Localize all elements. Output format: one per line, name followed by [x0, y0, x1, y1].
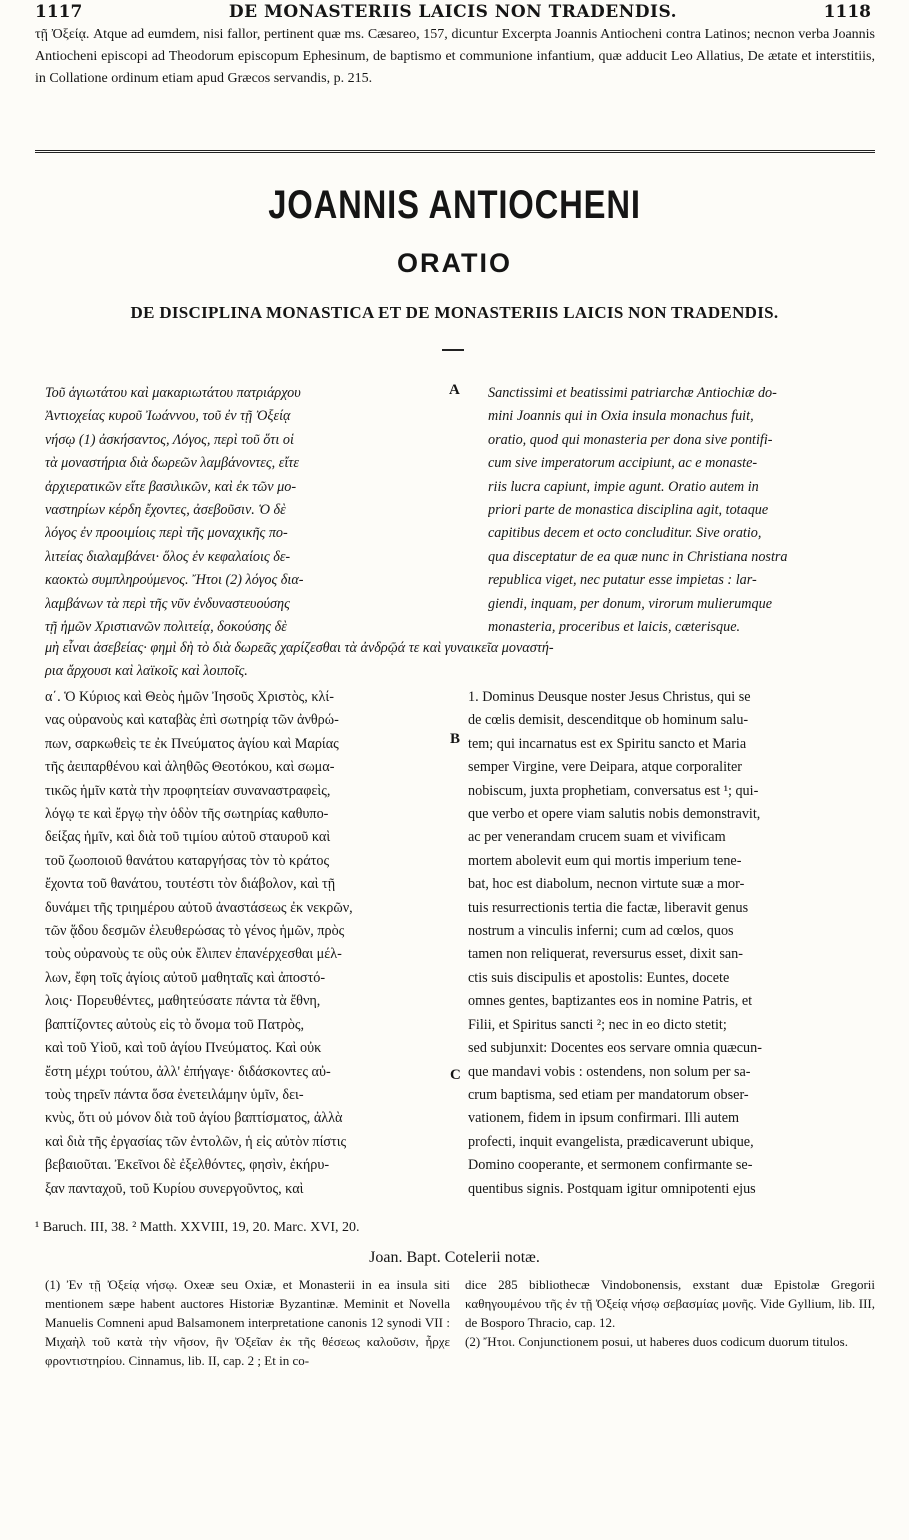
work-title: ORATIO	[397, 248, 512, 278]
note-text: (1) Ἐν τῇ Ὀξείᾳ νήσῳ. Oxeæ seu Oxiæ, et Monasterii in ea insula siti mentionem sæpe habent auctores Historiæ Byzantinæ. Meminit et Novella Manuelis Comneni apud Balsamonem interpretatione canonis 12 synodi VII : Μιχαὴλ τοῦ κατὰ τὴν νῆσον, ἣν Ὀξεῖαν ἐκ τῆς θέσεως καλοῦσιν, ἦρχε φροντιστηρίου. Cinnamus, lib. II, cap. 2 ; Et in co-	[45, 1277, 450, 1368]
latin-title-line: mini Joannis qui in Oxia insula monachus fuit,	[488, 408, 754, 425]
greek-title-line: Τοῦ ἁγιωτάτου καὶ μακαριωτάτου πατριάρχου	[45, 385, 301, 401]
greek-title-line: νήσῳ (1) ἀσκήσαντος, Λόγος, περὶ τοῦ ὅτι οἱ	[45, 431, 294, 448]
latin-text-line: ac per venerandam crucem suam et vivificam	[468, 829, 726, 846]
latin-title-line: capitibus decem et octo concluditur. Sive oratio,	[488, 525, 762, 542]
greek-text-line: δυνάμει τῆς τριημέρου αὐτοῦ ἀναστάσεως ἐκ νεκρῶν,	[45, 899, 353, 916]
latin-text-line: que verbo et opere viam salutis nobis demonstravit,	[468, 806, 761, 823]
greek-title-last-line: ρια ἄρχουσι καὶ λαϊκοῖς καὶ λοιποῖς.	[45, 663, 248, 679]
greek-title-line: τὰ μοναστήρια διὰ δωρεῶν λαμβάνοντες, εἴτε	[45, 455, 299, 472]
greek-text-line: ξαν πανταχοῦ, τοῦ Κυρίου συνεργοῦντος, καὶ	[45, 1180, 304, 1197]
note-text: dice 285 bibliothecæ Vindobonensis, exstant duæ Epistolæ Gregorii καθηγουμένου τῆς ἐν τῇ Ὀξείᾳ νήσῳ σεβασμίας μονῆς. Vide Gyllium, lib. III, de Bosporo Thracio, cap. 12.	[465, 1277, 875, 1330]
greek-text-line: λοις· Πορευθέντες, μαθητεύσατε πάντα τὰ ἔθνη,	[45, 993, 321, 1010]
latin-text-line: tem; qui incarnatus est ex Spiritu sancto et Maria	[468, 735, 747, 752]
greek-title-line: τῇ ἡμῶν Χριστιανῶν πολιτείᾳ, δοκούσης δὲ	[45, 619, 287, 636]
section-rule	[35, 150, 875, 155]
greek-text-line: βαπτίζοντες αὐτοὺς εἰς τὸ ὄνομα τοῦ Πατρὸς,	[45, 1016, 305, 1033]
greek-title-line: Ἀντιοχείας κυροῦ Ἰωάννου, τοῦ ἐν τῇ Ὀξείᾳ	[45, 408, 291, 425]
greek-text-line: πων, σαρκωθεὶς τε ἐκ Πνεύματος ἁγίου καὶ Μαρίας	[45, 735, 339, 752]
greek-text-line: καὶ διὰ τῆς ἐργασίας τῶν ἐντολῶν, ἡ εἰς αὐτὸν πίστις	[45, 1133, 347, 1150]
latin-title-line: cum sive imperatorum accipiunt, ac e monaste-	[488, 455, 758, 472]
latin-text-line: que mandavi vobis : ostendens, non solum per sa-	[468, 1063, 751, 1080]
latin-text-line: tuis resurrectionis tertia die factæ, liberavit genus	[468, 899, 749, 916]
greek-text-line: τοὺς οὐρανοὺς τε οὓς οὐκ ἔλιπεν ἐπανέρχεσθαι μέλ-	[45, 946, 342, 963]
latin-text-line: semper Virgine, vere Deipara, atque corporaliter	[468, 759, 742, 776]
latin-title-line: republica viget, nec putatur esse impietas : lar-	[488, 572, 757, 589]
column-marker-c: C	[450, 1067, 461, 1083]
latin-text-line: omnes gentes, baptizantes eos in nomine Patris, et	[468, 993, 753, 1010]
greek-text-line: δείξας ἡμῖν, καὶ διὰ τοῦ τιμίου αὐτοῦ σταυροῦ καὶ	[45, 829, 331, 846]
greek-title-line: λιτείας διαλαμβάνει· ὅλος ἐν κεφαλαίοις δε-	[45, 548, 291, 565]
greek-text-line: α΄. Ὁ Κύριος καὶ Θεὸς ἡμῶν Ἰησοῦς Χριστὸς, κλί-	[45, 689, 334, 705]
footnote-references: ¹ Baruch. III, 38. ² Matth. XXVIII, 19, 20. Marc. XVI, 20.	[35, 1220, 360, 1235]
latin-text-line: de cœlis demisit, descenditque ob hominum salu-	[468, 712, 749, 729]
author-title: JOANNIS ANTIOCHENI	[268, 183, 641, 227]
greek-text-line: ἔστη μέχρι τούτου, ἀλλ' ἐπήγαγε· διδάσκοντες αὐ-	[45, 1063, 331, 1080]
greek-title-line: ναστηρίων κέρδη ἔχοντες, ἀσεβοῦσιν. Ὁ δὲ	[45, 502, 286, 519]
latin-text-line: sed subjunxit: Docentes eos servare omnia quæcun-	[468, 1040, 762, 1057]
greek-text-line: κνὺς, ὅτι οὐ μόνον διὰ τοῦ ἁγίου βαπτίσματος, ἀλλὰ	[45, 1110, 343, 1127]
latin-text-line: nostrum a vinculis inferni; cum ad cœlos, quos	[468, 923, 734, 940]
notes-title: Joan. Bapt. Cotelerii notæ.	[369, 1249, 540, 1266]
greek-text-line: λων, ἔφη τοῖς ἁγίοις αὐτοῦ μαθηταῖς καὶ ἀποστό-	[45, 969, 326, 986]
greek-text-line: νας οὐρανοὺς καὶ καταβὰς ἐπὶ σωτηρίᾳ τῶν ἀνθρώ-	[45, 712, 339, 729]
latin-title-line: qua disceptatur de ea quæ nunc in Christiana nostra	[488, 548, 788, 565]
note-text: (2) Ἤτοι. Conjunctionem posui, ut haberes duos codicum duorum titulos.	[465, 1334, 848, 1349]
latin-text-line: nobiscum, juxta prophetiam, conversatus est ¹; qui-	[468, 782, 759, 799]
notes-left-column	[45, 1275, 450, 1370]
greek-title-line: λόγος ἐν προοιμίοις περὶ τῆς μοναχικῆς πο-	[45, 525, 288, 542]
greek-text-line: τοῦ ζωοποιοῦ θανάτου καταργήσας τὸν τὸ κράτος	[45, 852, 330, 869]
greek-text-line: ἔχοντα τοῦ θανάτου, τουτέστι τὸν διάβολον, καὶ τῇ	[45, 876, 336, 893]
greek-text-line: καὶ τοῦ Υἱοῦ, καὶ τοῦ ἁγίου Πνεύματος. Καὶ οὐκ	[45, 1040, 322, 1057]
latin-text-line: 1. Dominus Deusque noster Jesus Christus, qui se	[468, 689, 751, 705]
latin-text-line: crum baptisma, sed etiam per mandatorum obser-	[468, 1086, 749, 1103]
intro-paragraph	[35, 24, 875, 90]
running-title: DE MONASTERIIS LAICIS NON TRADENDIS.	[228, 2, 678, 22]
greek-text-line: λόγῳ τε καὶ ἔργῳ τὴν ὁδὸν τῆς σωτηρίας καθυπο-	[45, 806, 329, 823]
column-marker-a: A	[449, 382, 460, 398]
title-dash	[442, 349, 464, 351]
column-marker-b: B	[450, 731, 461, 747]
greek-text-line: τῶν ᾅδου δεσμῶν ἐλευθερώσας τὸ γένος ἡμῶν, πρὸς	[45, 923, 345, 940]
latin-text-line: tamen non reliquerat, reversurus esset, dixit san-	[468, 946, 743, 963]
latin-text-line: Domino cooperante, et sermonem confirmante se-	[468, 1157, 753, 1174]
latin-text-column	[468, 686, 874, 1201]
greek-title-line: λαμβάνων τὰ περὶ τῆς νῦν ἐνδυναστευούσης	[45, 595, 290, 612]
notes-right-column	[465, 1275, 875, 1351]
latin-title-line: Sanctissimi et beatissimi patriarchæ Antiochiæ do-	[488, 385, 777, 401]
greek-text-line: τοὺς τηρεῖν πάντα ὅσα ἐνετειλάμην ὑμῖν, δει-	[45, 1086, 304, 1103]
greek-text-line: τικῶς ἡμῖν κατὰ τὴν προφητείαν συναναστραφεὶς,	[45, 782, 331, 799]
greek-text-line: βεβαιοῦται. Ἐκεῖνοι δὲ ἐξελθόντες, φησὶν, ἐκήρυ-	[45, 1157, 330, 1174]
latin-text-line: bat, hoc est diabolum, necnon virtute suæ a mor-	[468, 876, 745, 893]
latin-text-line: quentibus signis. Postquam igitur omnipotenti ejus	[468, 1180, 756, 1197]
running-header	[35, 2, 871, 24]
intro-text: τῇ Ὀξείᾳ. Atque ad eumdem, nisi fallor, pertinent quæ ms. Cæsareo, 157, dicuntur Excerpta Joannis Antiocheni contra Latinos; necnon verba Joannis Antiocheni episcopi ad Theodorum episcopum Ephesinum, de baptismo et communione infantium, quæ adducit Leo Allatius, De ætate et interstitiis, in Collatione ordinum etiam apud Græcos servandis, p. 215.	[35, 27, 875, 86]
work-subtitle: DE DISCIPLINA MONASTICA ET DE MONASTERIIS LAICIS NON TRADENDIS.	[130, 303, 779, 322]
latin-text-line: ctis suis discipulis et apostolis: Euntes, docete	[468, 969, 730, 986]
greek-text-line: τῆς ἀειπαρθένου καὶ ἀληθῶς Θεοτόκου, καὶ σωμα-	[45, 759, 335, 776]
latin-title-line: monasteria, proceribus et laicis, cæterisque.	[488, 619, 741, 636]
greek-title-column	[45, 382, 465, 639]
greek-title-full-line: μὴ εἶναι ἀσεβείας· φημὶ δὴ τὸ διὰ δωρεᾶς χαρίζεσθαι τὰ ἀνδρῷά τε καὶ γυναικεῖα μοναστή-	[45, 640, 554, 656]
latin-title-line: priori parte de monastica disciplina agit, totaque	[488, 502, 769, 519]
latin-text-line: vationem, fidem in ipsum confirmari. Illi autem	[468, 1110, 740, 1127]
latin-text-line: profecti, inquit evangelista, prædicaverunt ubique,	[468, 1133, 754, 1150]
page-number-right: 1118	[823, 2, 871, 22]
greek-title-line: καοκτὼ συμπληρούμενος. Ἤτοι (2) λόγος δια-	[45, 572, 304, 589]
page-number-left: 1117	[35, 2, 83, 22]
greek-title-line: ἀρχιερατικῶν εἴτε βασιλικῶν, καὶ ἐκ τῶν μο-	[45, 478, 297, 495]
latin-text-line: mortem abolevit eum qui mortis imperium tene-	[468, 852, 742, 869]
latin-title-line: giendi, inquam, per donum, virorum mulierumque	[488, 595, 772, 612]
latin-title-column	[488, 382, 874, 639]
greek-text-column	[45, 686, 465, 1201]
latin-text-line: Filii, et Spiritus sancti ²; nec in eo dicto stetit;	[468, 1016, 727, 1033]
latin-title-line: oratio, quod qui monasteria per dona sive pontifi-	[488, 431, 773, 448]
latin-title-line: riis lucra capiunt, impie agunt. Oratio autem in	[488, 478, 759, 495]
